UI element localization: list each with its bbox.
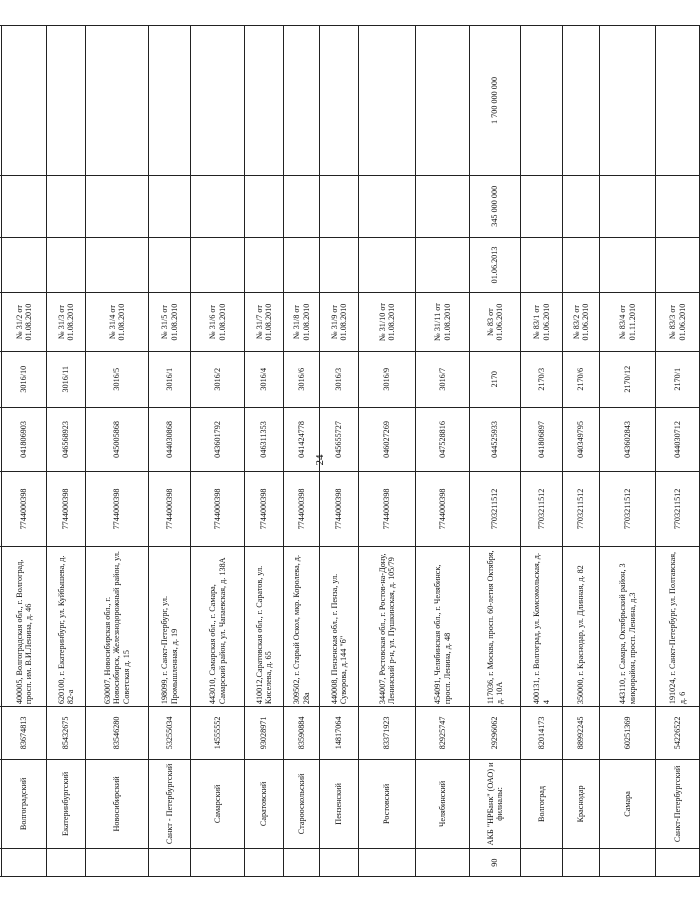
- table-row: [320, 26, 359, 877]
- date-cell: [284, 237, 320, 293]
- okpo-cell: 54226522: [656, 707, 700, 760]
- date-cell: [416, 237, 470, 293]
- limit-cell: [656, 26, 700, 176]
- amount-cell: [47, 175, 86, 237]
- table-row: [521, 26, 563, 877]
- date-cell: [191, 237, 245, 293]
- inn-cell: 7744000398: [359, 472, 416, 546]
- row-number-cell: [359, 849, 416, 877]
- code-cell: 2170/1: [656, 351, 700, 407]
- license-cell: № 31/5 от 01.08.2010: [149, 293, 191, 352]
- date-cell: [86, 237, 149, 293]
- amount-cell: [656, 175, 700, 237]
- code-cell: 3016/1: [149, 351, 191, 407]
- row-number-cell: [284, 849, 320, 877]
- date-cell: [47, 237, 86, 293]
- limit-cell: [149, 26, 191, 176]
- address-cell: 454091, Челябинская обл., г. Челябинск, просп. Ленина, д. 48: [416, 546, 470, 707]
- inn-cell: 7703211512: [600, 472, 656, 546]
- inn-cell: 7703211512: [656, 472, 700, 546]
- okpo-cell: 82014173: [521, 707, 563, 760]
- address-cell: 440008, Пензенская обл., г. Пенза, ул. Суворова, д.144 "б": [320, 546, 359, 707]
- bik-cell: 045655727: [320, 407, 359, 472]
- table-row: [359, 26, 416, 877]
- amount-cell: [86, 175, 149, 237]
- table-row: [284, 26, 320, 877]
- inn-cell: 7744000398: [86, 472, 149, 546]
- inn-cell: 7744000398: [416, 472, 470, 546]
- license-cell: № 83/1 от 01.06.2010: [521, 293, 563, 352]
- license-cell: № 31/9 от 01.08.2010: [320, 293, 359, 352]
- amount-cell: [191, 175, 245, 237]
- bik-cell: 046027269: [359, 407, 416, 472]
- row-number-cell: [416, 849, 470, 877]
- row-number-cell: [656, 849, 700, 877]
- address-cell: 117036, г. Москва, просп. 60-летия Октября, д. 10А: [470, 546, 521, 707]
- address-cell: 630007, Новосибирская обл., г. Новосибирск, Железнодорожный район, ул. Советская д. 15: [86, 546, 149, 707]
- license-cell: № 31/8 от 01.08.2010: [284, 293, 320, 352]
- amount-cell: [320, 175, 359, 237]
- bik-cell: 041424778: [284, 407, 320, 472]
- amount-cell: [2, 175, 47, 237]
- bik-cell: 047528816: [416, 407, 470, 472]
- license-cell: № 83 от 01.06.2010: [470, 293, 521, 352]
- license-cell: № 31/3 от 01.08.2010: [47, 293, 86, 352]
- row-number-cell: [149, 849, 191, 877]
- license-cell: № 31/11 от 01.08.2010: [416, 293, 470, 352]
- inn-cell: 7703211512: [521, 472, 563, 546]
- address-cell: 350000, г. Краснодар, ул. Длинная, д. 82: [563, 546, 600, 707]
- branch-name-cell: Челябинский: [416, 759, 470, 849]
- branch-name-cell: Санкт - Петербургский: [149, 759, 191, 849]
- okpo-cell: 83674813: [2, 707, 47, 760]
- address-cell: 400131, г. Волгоград, ул. Комсомольская, д. 4: [521, 546, 563, 707]
- amount-cell: 345 000 000: [470, 175, 521, 237]
- bik-cell: 044030712: [656, 407, 700, 472]
- code-cell: 2170/12: [600, 351, 656, 407]
- table-row: [86, 26, 149, 877]
- license-cell: № 83/4 от 01.11.2010: [600, 293, 656, 352]
- amount-cell: [521, 175, 563, 237]
- branch-name-cell: Ростовский: [359, 759, 416, 849]
- license-cell: № 83/2 от 01.06.2010: [563, 293, 600, 352]
- limit-cell: [47, 26, 86, 176]
- limit-cell: [320, 26, 359, 176]
- amount-cell: [245, 175, 284, 237]
- okpo-cell: 83546280: [86, 707, 149, 760]
- branch-name-cell: Пензенский: [320, 759, 359, 849]
- date-cell: [600, 237, 656, 293]
- branch-name-cell: Самарский: [191, 759, 245, 849]
- bik-cell: 044030868: [149, 407, 191, 472]
- date-cell: [149, 237, 191, 293]
- amount-cell: [149, 175, 191, 237]
- limit-cell: [86, 26, 149, 176]
- address-cell: 443010, Самарская обл., г. Самара, Самарский район, ул. Чапаевская, д. 138А: [191, 546, 245, 707]
- limit-cell: [563, 26, 600, 176]
- table-body: [0, 26, 700, 877]
- address-cell: 400005, Волгоградская обл., г. Волгоград, просп. им. В.И.Ленина, д. 46: [2, 546, 47, 707]
- table-row: [191, 26, 245, 877]
- page-number: 24: [314, 454, 326, 466]
- address-cell: 620100, г. Екатеринбург, ул. Куйбышева, д. 82-а: [47, 546, 86, 707]
- inn-cell: 7744000398: [2, 472, 47, 546]
- row-number-cell: [2, 849, 47, 877]
- date-cell: [2, 237, 47, 293]
- license-cell: № 31/7 от 01.08.2010: [245, 293, 284, 352]
- table-row: [600, 26, 656, 877]
- bik-cell: 040349795: [563, 407, 600, 472]
- address-cell: 344007, Ростовская обл., г. Ростов-на-Дону, Ленинский р-н, ул. Пушкинская, д. 105/79: [359, 546, 416, 707]
- license-cell: № 31/4 от 01.08.2010: [86, 293, 149, 352]
- code-cell: 3016/3: [320, 351, 359, 407]
- branch-name-cell: Краснодар: [563, 759, 600, 849]
- amount-cell: [284, 175, 320, 237]
- inn-cell: 7744000398: [245, 472, 284, 546]
- branch-name-cell: Старооскольский: [284, 759, 320, 849]
- branch-name-cell: Самара: [600, 759, 656, 849]
- bik-cell: 044525933: [470, 407, 521, 472]
- code-cell: 2170/6: [563, 351, 600, 407]
- bik-cell: 046311353: [245, 407, 284, 472]
- date-cell: [521, 237, 563, 293]
- limit-cell: 1 700 000 000: [470, 26, 521, 176]
- okpo-cell: 85432675: [47, 707, 86, 760]
- okpo-cell: 93028971: [245, 707, 284, 760]
- table-row: [656, 26, 700, 877]
- bik-cell: 041806897: [521, 407, 563, 472]
- code-cell: 2170: [470, 351, 521, 407]
- code-cell: 3016/10: [2, 351, 47, 407]
- branch-name-cell: Екатеринбургский: [47, 759, 86, 849]
- limit-cell: [245, 26, 284, 176]
- amount-cell: [563, 175, 600, 237]
- row-number-cell: [563, 849, 600, 877]
- limit-cell: [359, 26, 416, 176]
- inn-cell: 7703211512: [470, 472, 521, 546]
- row-number-cell: [521, 849, 563, 877]
- date-cell: [563, 237, 600, 293]
- branch-name-cell: Волгоградский: [2, 759, 47, 849]
- row-number-cell: [86, 849, 149, 877]
- inn-cell: 7744000398: [191, 472, 245, 546]
- limit-cell: [521, 26, 563, 176]
- date-cell: [656, 237, 700, 293]
- table-row: [245, 26, 284, 877]
- code-cell: 3016/9: [359, 351, 416, 407]
- okpo-cell: 29296062: [470, 707, 521, 760]
- table-row: [149, 26, 191, 877]
- bik-cell: 043601792: [191, 407, 245, 472]
- code-cell: 3016/7: [416, 351, 470, 407]
- table-row: [470, 26, 521, 877]
- code-cell: 2170/3: [521, 351, 563, 407]
- branch-name-cell: Новосибирский: [86, 759, 149, 849]
- okpo-cell: 83371923: [359, 707, 416, 760]
- license-cell: № 83/3 от 01.06.2010: [656, 293, 700, 352]
- row-number-cell: [191, 849, 245, 877]
- date-cell: [359, 237, 416, 293]
- address-cell: 443110, г. Самара, Октябрьский район, 3 микрорайон, просп. Ленина, д.3: [600, 546, 656, 707]
- branch-name-cell: Волгоград: [521, 759, 563, 849]
- okpo-cell: 82925747: [416, 707, 470, 760]
- table-row: [47, 26, 86, 877]
- date-cell: [245, 237, 284, 293]
- okpo-cell: 88992245: [563, 707, 600, 760]
- table-row: [563, 26, 600, 877]
- okpo-cell: 14555552: [191, 707, 245, 760]
- inn-cell: 7744000398: [149, 472, 191, 546]
- bik-cell: 046568923: [47, 407, 86, 472]
- date-cell: 01.06.2013: [470, 237, 521, 293]
- okpo-cell: 53255034: [149, 707, 191, 760]
- license-cell: № 31/6 от 01.08.2010: [191, 293, 245, 352]
- code-cell: 3016/5: [86, 351, 149, 407]
- okpo-cell: 14817064: [320, 707, 359, 760]
- code-cell: 3016/2: [191, 351, 245, 407]
- branch-name-cell: Саратовский: [245, 759, 284, 849]
- address-cell: 309502, г. Старый Оскол, мкр. Королева, д. 28а: [284, 546, 320, 707]
- address-cell: 410012,Саратовская обл., г. Саратов, ул. Киселева, д. 65: [245, 546, 284, 707]
- okpo-cell: 60251369: [600, 707, 656, 760]
- code-cell: 3016/6: [284, 351, 320, 407]
- amount-cell: [600, 175, 656, 237]
- inn-cell: 7703211512: [563, 472, 600, 546]
- bik-cell: 043602843: [600, 407, 656, 472]
- limit-cell: [2, 26, 47, 176]
- branch-name-cell: Санкт-Петербургский: [656, 759, 700, 849]
- row-number-cell: [245, 849, 284, 877]
- row-number-cell: [320, 849, 359, 877]
- okpo-cell: 83590884: [284, 707, 320, 760]
- code-cell: 3016/11: [47, 351, 86, 407]
- inn-cell: 7744000398: [320, 472, 359, 546]
- row-number-cell: [47, 849, 86, 877]
- inn-cell: 7744000398: [284, 472, 320, 546]
- table-row: [416, 26, 470, 877]
- row-number-cell: [600, 849, 656, 877]
- license-cell: № 31/10 от 01.08.2010: [359, 293, 416, 352]
- bik-cell: 041806903: [2, 407, 47, 472]
- bik-cell: 045005868: [86, 407, 149, 472]
- branch-name-cell: АКБ "НРБанк" (ОАО) и филиалы:: [470, 759, 521, 849]
- address-cell: 191024, г. Санкт-Петербург, ул. Полтавская, д. 6: [656, 546, 700, 707]
- amount-cell: [416, 175, 470, 237]
- amount-cell: [359, 175, 416, 237]
- limit-cell: [284, 26, 320, 176]
- limit-cell: [600, 26, 656, 176]
- date-cell: [320, 237, 359, 293]
- table-row: [2, 26, 47, 877]
- license-cell: № 31/2 от 01.08.2010: [2, 293, 47, 352]
- row-number-cell: 90: [470, 849, 521, 877]
- inn-cell: 7744000398: [47, 472, 86, 546]
- address-cell: 198099, г. Санкт-Петербург, ул. Промышленная, д. 19: [149, 546, 191, 707]
- code-cell: 3016/4: [245, 351, 284, 407]
- limit-cell: [416, 26, 470, 176]
- limit-cell: [191, 26, 245, 176]
- registry-table: [0, 25, 700, 877]
